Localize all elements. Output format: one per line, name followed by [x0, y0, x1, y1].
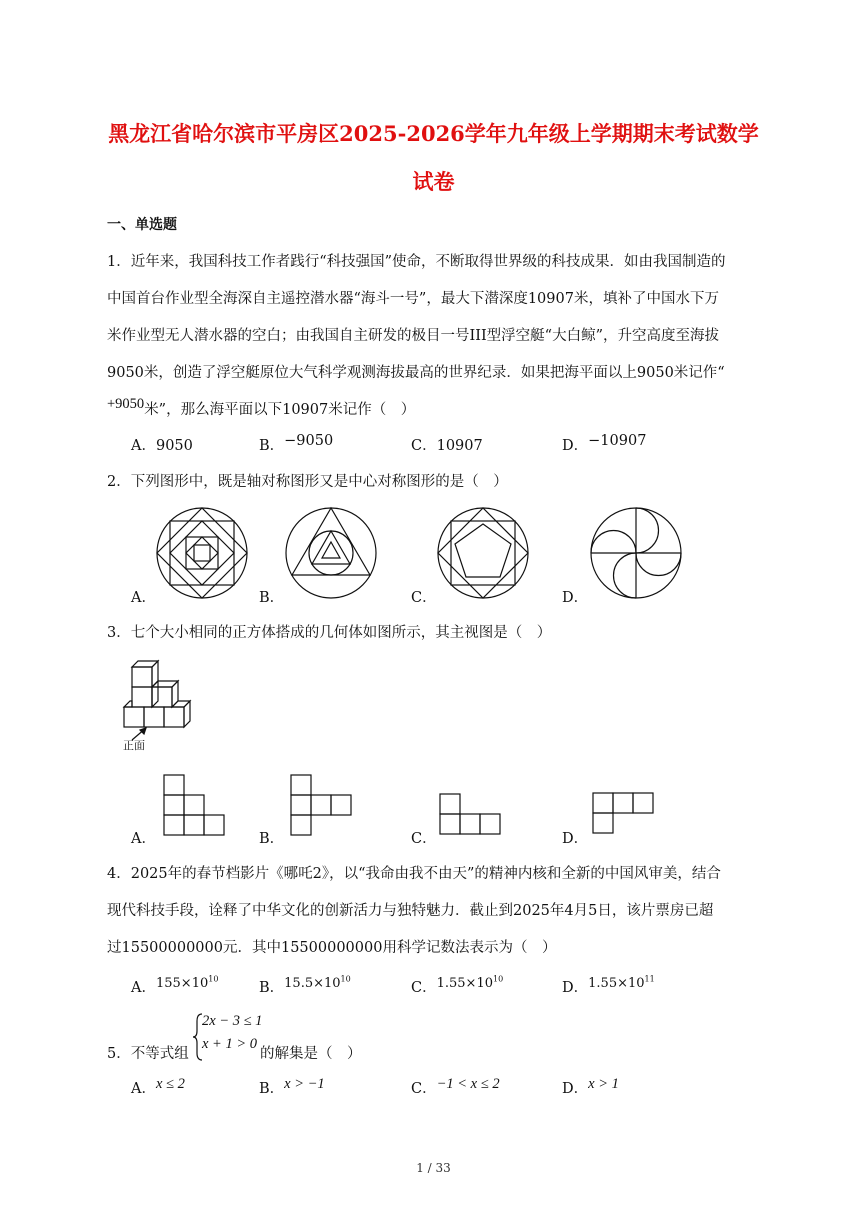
q5-inequality-1: 2x − 3 ≤ 1	[202, 1013, 263, 1029]
q3-label-c[interactable]: C．	[411, 831, 437, 847]
q4-line2: 现代科技手段，诠释了中华文化的创新活力与独特魅力．截止到2025年4月5日，该片票房已超	[107, 903, 714, 919]
q3-label-a[interactable]: A．	[131, 831, 156, 847]
q1-math: +9050	[107, 396, 145, 412]
q4-option-a[interactable]: A．$155\times 10^{10}$	[131, 974, 219, 996]
q1-option-b[interactable]: B．−9050	[259, 433, 334, 454]
q5-suffix: 的解集是（ ）	[260, 1046, 362, 1062]
q1-option-c[interactable]: C．10907	[411, 438, 483, 454]
page-title: 黑龙江省哈尔滨市平房区2025-2026学年九年级上学期期末考试数学	[108, 121, 759, 146]
front-label: 正面	[123, 739, 145, 752]
q2-label-b[interactable]: B．	[259, 590, 285, 606]
page-number: 1 / 33	[416, 1161, 451, 1175]
q3-figure-a	[164, 775, 226, 837]
q3-figure-d	[593, 793, 655, 835]
q1-option-d[interactable]: D．−10907	[562, 433, 647, 454]
q3-figure-c	[440, 794, 502, 836]
page-title-line2: 试卷	[412, 169, 455, 194]
q1-line5-text: 米”，那么海平面以下10907米记作（ ）	[144, 402, 416, 418]
q4-option-b[interactable]: B．$15.5\times 10^{10}$	[259, 974, 351, 996]
q3-text: 3．七个大小相同的正方体搭成的几何体如图所示，其主视图是（ ）	[107, 625, 552, 641]
q2-text: 2．下列图形中，既是轴对称图形又是中心对称图形的是（ ）	[107, 474, 508, 490]
q2-figure-b	[285, 507, 377, 599]
q3-cube-figure	[118, 655, 198, 745]
q2-figure-a	[156, 507, 248, 599]
q1-line3: 米作业型无人潜水器的空白；由我国自主研发的极目一号III型浮空艇“大白鲸”，升空高度至海拔	[107, 328, 720, 344]
q5-option-d[interactable]: D．x > 1	[562, 1076, 619, 1097]
q3-figure-b	[291, 775, 353, 837]
q2-figure-d	[590, 507, 682, 599]
q4-line1: 4．2025年的春节档影片《哪吒2》，以“我命由我不由天”的精神内核和全新的中国风审美，结合	[107, 866, 721, 882]
q5-option-b[interactable]: B．x > −1	[259, 1076, 325, 1097]
q5-prefix: 5．不等式组	[107, 1046, 189, 1062]
q4-option-c[interactable]: C．$1.55\times 10^{10}$	[411, 974, 504, 996]
q1-option-a[interactable]: A．9050	[131, 438, 193, 454]
q2-label-a[interactable]: A．	[131, 590, 156, 606]
q1-line2: 中国首台作业型全海深自主遥控潜水器“海斗一号”，最大下潜深度10907米，填补了中国水下万	[107, 291, 719, 307]
q1-line4: 9050米，创造了浮空艇原位大气科学观测海拔最高的世界纪录．如果把海平面以上9050米记作“	[107, 365, 725, 381]
q5-option-a[interactable]: A．x ≤ 2	[131, 1076, 185, 1097]
q2-label-c[interactable]: C．	[411, 590, 437, 606]
q1-line1: 1．近年来，我国科技工作者践行“科技强国”使命，不断取得世界级的科技成果．如由我国制造的	[107, 254, 726, 270]
q1-line5	[107, 398, 415, 419]
q3-label-b[interactable]: B．	[259, 831, 285, 847]
section-heading: 一、单选题	[107, 217, 177, 233]
q2-figure-c	[437, 507, 529, 599]
q3-label-d[interactable]: D．	[562, 831, 589, 847]
q5-option-c[interactable]: C．−1 < x ≤ 2	[411, 1076, 500, 1097]
q2-label-d[interactable]: D．	[562, 590, 589, 606]
q5-inequality-2: x + 1 > 0	[202, 1036, 258, 1052]
q4-line3: 过15500000000元．其中15500000000用科学记数法表示为（ ）	[107, 940, 557, 956]
q4-option-d[interactable]: D．$1.55\times 10^{11}$	[562, 974, 655, 996]
